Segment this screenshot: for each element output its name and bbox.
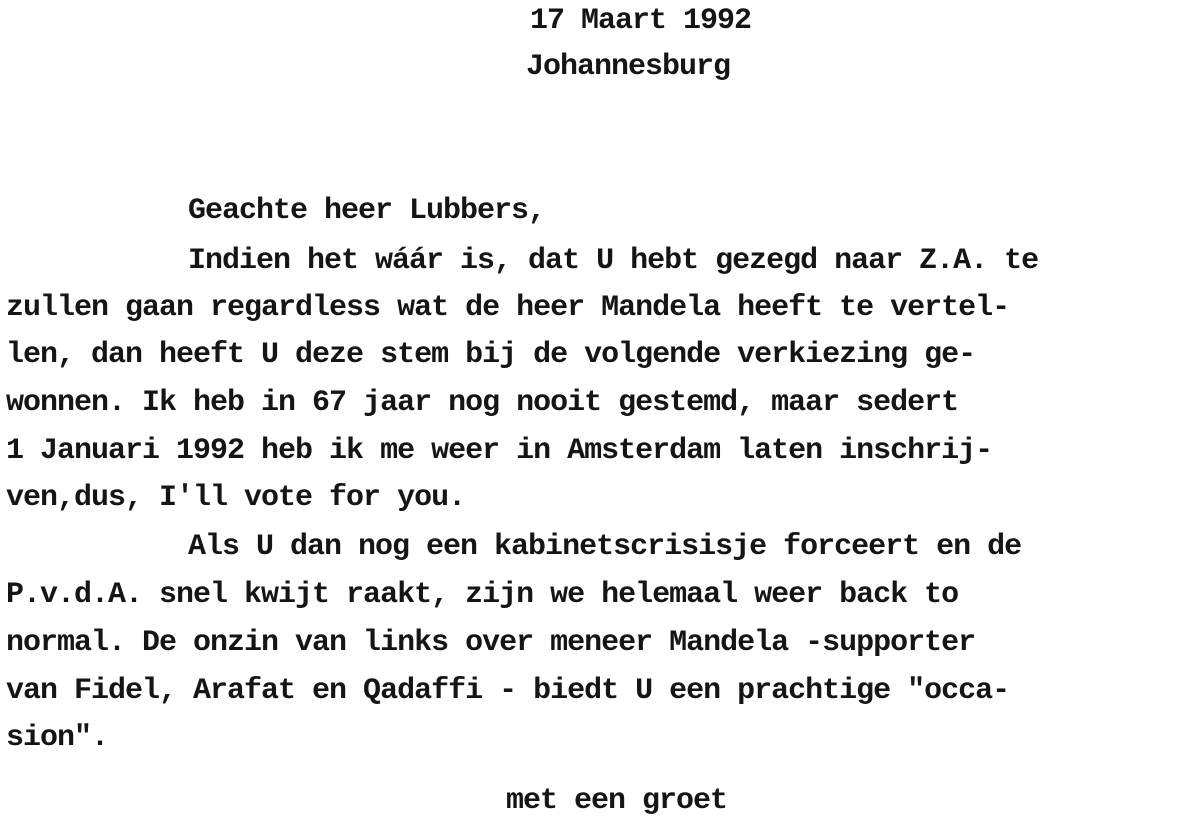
paragraph-2-line-5: sion". (6, 721, 109, 755)
paragraph-1-line-5: 1 Januari 1992 heb ik me weer in Amsterdam laten inschrij- (6, 434, 993, 468)
paragraph-2-line-1: Als U dan nog een kabinetscrisisje forceert en de (188, 530, 1022, 564)
paragraph-1-line-2: zullen gaan regardless wat de heer Mandela heeft te vertel- (6, 291, 1010, 325)
paragraph-1-line-4: wonnen. Ik heb in 67 jaar nog nooit gestemd, maar sedert (6, 386, 959, 420)
paragraph-1-line-3: len, dan heeft U deze stem bij de volgende verkiezing ge- (6, 338, 976, 372)
letter-place: Johannesburg (526, 50, 731, 84)
paragraph-2-line-4: van Fidel, Arafat en Qadaffi - biedt U een prachtige "occa- (6, 674, 1010, 708)
paragraph-1-line-6: ven,dus, I'll vote for you. (6, 481, 466, 515)
closing: met een groet (506, 784, 728, 818)
paragraph-1-line-1: Indien het wáár is, dat U hebt gezegd naar Z.A. te (188, 244, 1039, 278)
salutation: Geachte heer Lubbers, (188, 194, 546, 228)
paragraph-2-line-2: P.v.d.A. snel kwijt raakt, zijn we helemaal weer back to (6, 578, 959, 612)
paragraph-2-line-3: normal. De onzin van links over meneer Mandela -supporter (6, 626, 976, 660)
letter-date: 17 Maart 1992 (530, 4, 752, 38)
